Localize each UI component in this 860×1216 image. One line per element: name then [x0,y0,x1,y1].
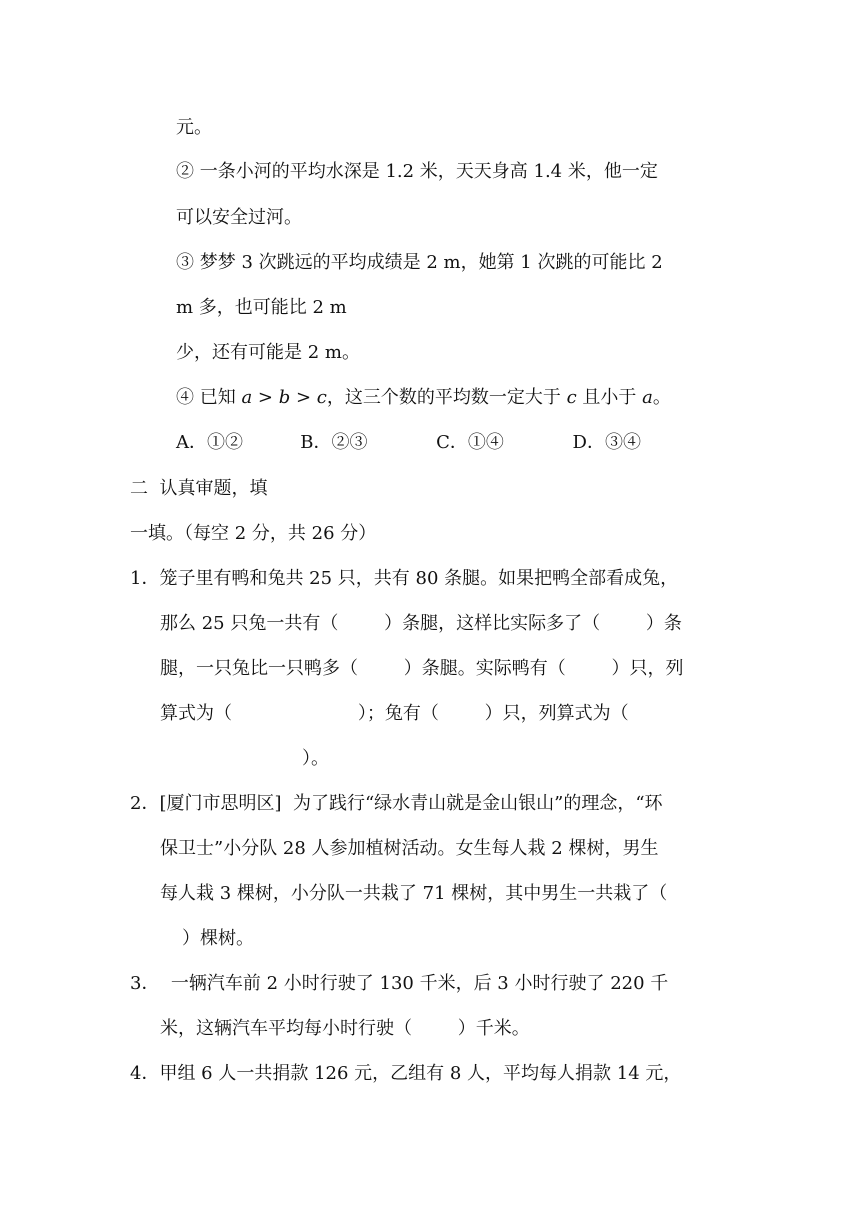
text-line: 每人栽 3 棵树，小分队一共栽了 71 棵树，其中男生一共栽了（ [160,883,668,904]
option-3-statement: ③ 梦梦 3 次跳远的平均成绩是 2 m，她第 1 次跳的可能比 2 [176,252,663,273]
question-3: 3． 一辆汽车前 2 小时行驶了 130 千米，后 3 小时行驶了 220 千 [130,973,669,994]
variable-b: b [278,387,291,408]
text-line: 算式为（ ）；兔有（ ）只，列算式为（ [160,703,629,724]
text-segment: 。 [652,387,671,408]
question-2: 2．[厦门市思明区] 为了践行“绿水青山就是金山银山”的理念，“环 [130,793,663,814]
text-line: 少，还有可能是 2 m。 [176,342,360,363]
variable-a: a [241,387,253,408]
question-4: 4．甲组 6 人一共捐款 126 元，乙组有 8 人，平均每人捐款 14 元， [130,1063,682,1084]
text-line: ）。 [302,748,329,769]
text-line: 可以安全过河。 [176,207,302,228]
text-segment: ④ 已知 [176,387,242,408]
operator: > [252,387,279,408]
section-heading: 二 认真审题，填 [130,478,268,499]
text-line: ）棵树。 [182,928,254,949]
option-2-statement: ② 一条小河的平均水深是 1.2 米，天天身高 1.4 米，他一定 [176,161,658,182]
text-segment: 且小于 [576,387,643,408]
variable-c: c [316,387,327,408]
section-instruction: 一填。（每空 2 分，共 26 分） [130,523,377,544]
option-4-statement [176,386,671,410]
text-line: 元。 [176,117,212,138]
text-line: 米，这辆汽车平均每小时行驶（ ）千米。 [160,1018,530,1039]
variable-c: c [566,387,577,408]
variable-a: a [642,387,653,408]
text-line: 腿，一只兔比一只鸭多（ ）条腿。实际鸭有（ ）只，列 [160,658,684,679]
text-line: 保卫士”小分队 28 人参加植树活动。女生每人栽 2 棵树，男生 [160,838,659,859]
text-line: m 多，也可能比 2 m [176,297,347,318]
question-1: 1．笼子里有鸭和兔共 25 只，共有 80 条腿。如果把鸭全部看成兔， [130,568,679,589]
operator: > [290,387,317,408]
text-line: 那么 25 只兔一共有（ ）条腿，这样比实际多了（ ）条 [160,613,682,634]
answer-choices: A．①② B．②③ C．①④ D．③④ [176,432,641,453]
text-segment: ，这三个数的平均数一定大于 [326,387,567,408]
